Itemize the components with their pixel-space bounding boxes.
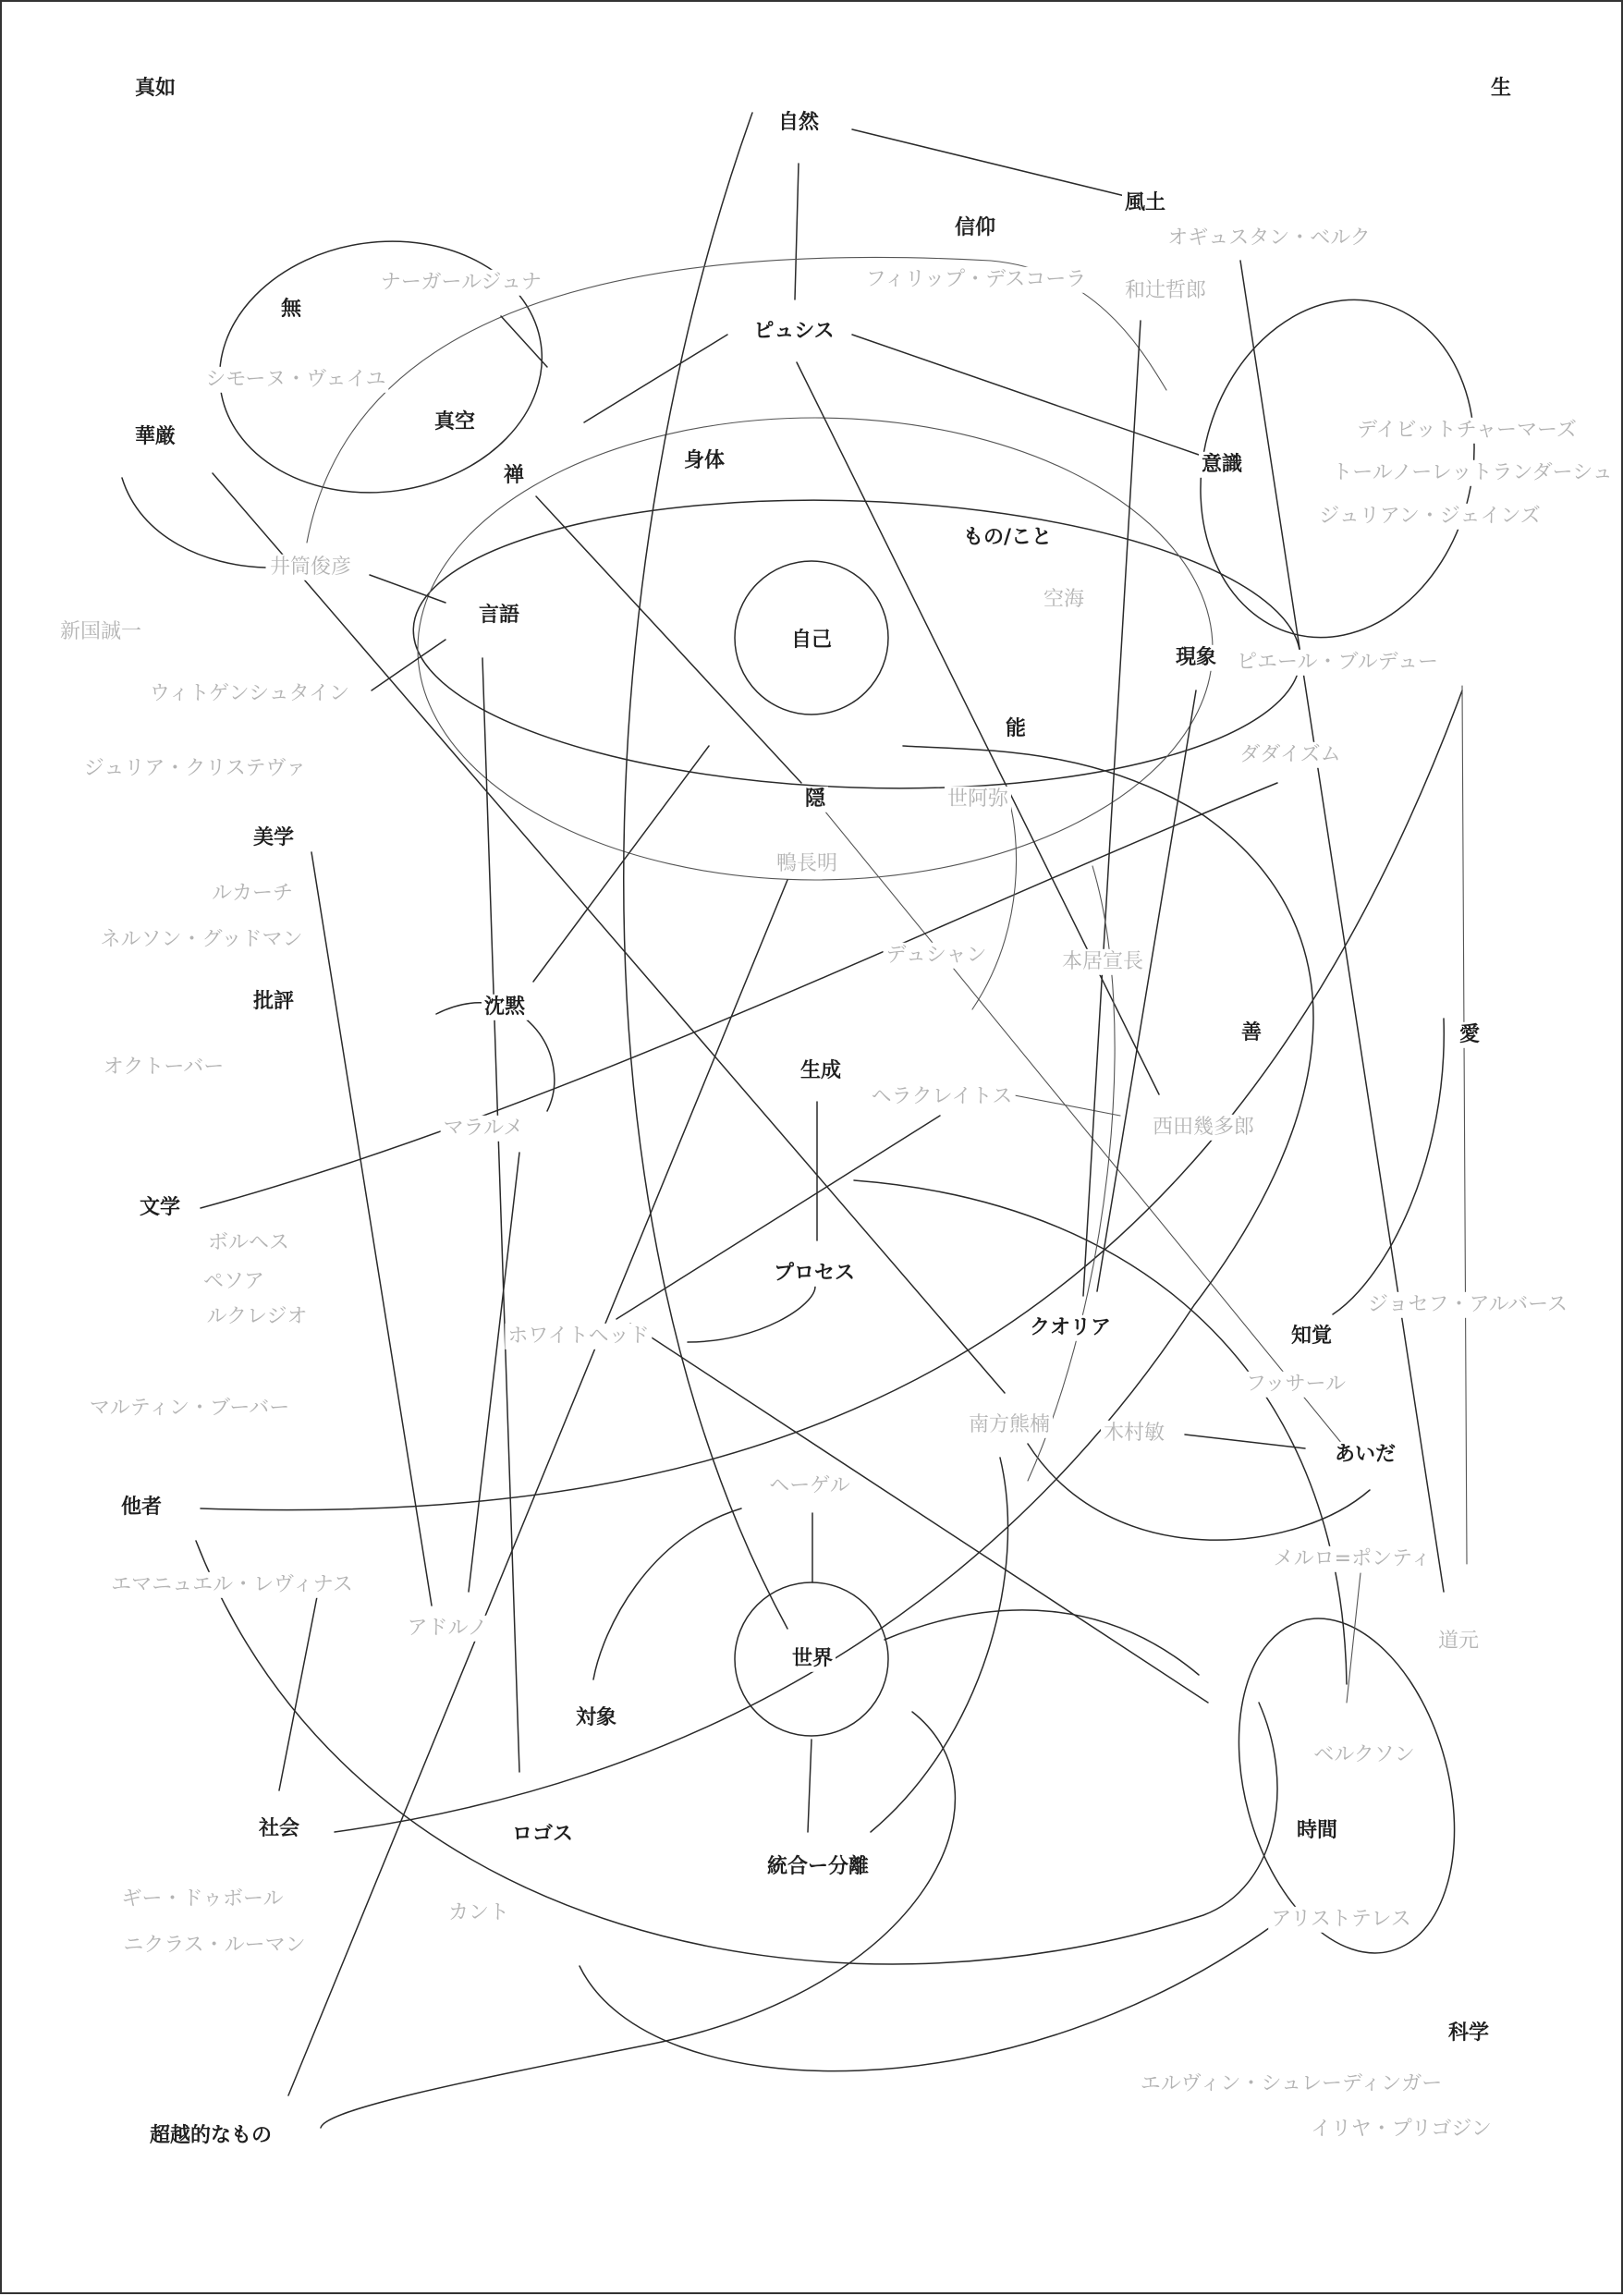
person-debord: ギー・ドゥボール [118,1887,286,1912]
curve-izutsu [122,478,265,568]
person-norretranders: トールノーレットランダーシュ [1329,460,1616,486]
person-prigogine: イリヤ・プリゴジン [1308,2117,1495,2143]
curve-hegel-taisho [593,1508,741,1679]
person-bergson: ベルクソン [1311,1742,1418,1768]
person-dada: ダダイズム [1237,742,1343,768]
concept-chikaku: 知覚 [1288,1324,1335,1350]
person-berque: オギュスタン・ベルク [1165,226,1373,251]
person-leclezio: ルクレジオ [203,1304,310,1330]
person-buber: マルティン・ブーバー [87,1396,292,1422]
line-wittgenstein-gengo [372,640,445,690]
ellipse-gengo-large [409,485,1305,802]
line-kimura-aida [1185,1435,1305,1448]
curve-noh [972,801,1017,1009]
line-izutsu-gengo [370,575,445,603]
concept-gensho: 現象 [1173,645,1219,671]
concept-bungaku: 文学 [137,1195,183,1221]
concept-mono-koto: もの/こと [960,525,1055,551]
line-kegon-kant [213,473,1005,1393]
person-dogen: 道元 [1435,1629,1482,1655]
person-heraclitus: ヘラクレイトス [869,1084,1016,1110]
person-mallarme: マラルメ [441,1116,527,1142]
line-watsuji-qualia [1083,321,1141,1296]
concept-ai: 愛 [1457,1022,1483,1048]
curve-whitehead-process [688,1287,815,1342]
person-albers: ジョセフ・アルバース [1365,1292,1570,1318]
person-hegel: ヘーゲル [766,1473,853,1499]
line-levinas-shakai [279,1578,321,1790]
concept-taisho: 対象 [573,1705,619,1731]
concept-aida: あいだ [1332,1442,1398,1468]
person-kristeva: ジュリア・クリステヴァ [81,756,309,782]
concept-sei: 生 [1488,76,1514,102]
concept-jikan: 時間 [1294,1818,1340,1844]
person-norinaga: 本居宣長 [1059,949,1146,975]
concept-logos: ロゴス [509,1822,576,1848]
concept-zen-good: 善 [1239,1020,1264,1046]
person-luhmann: ニクラス・ルーマン [120,1933,308,1959]
concept-chouetsu: 超越的なもの [147,2123,275,2149]
person-izutsu: 井筒俊彦 [267,555,354,580]
curve-kimura-aida [1028,1444,1370,1540]
line-heraclitus-nishida [1000,1093,1120,1116]
concept-in: 隠 [802,787,828,812]
line-chomei-chouetsu [288,880,787,2095]
concept-gengo: 言語 [476,603,522,629]
concept-kagaku: 科学 [1446,2021,1492,2046]
curve-minakata [871,1458,1008,1832]
person-adorno: アドルノ [404,1616,490,1642]
line-bigaku-adorno [311,852,432,1606]
line-bourdieu-ai [1462,686,1467,1564]
curve-sekai-chouetsu [321,1712,955,2128]
person-wittgenstein: ウィトゲンシュタイン [147,681,352,707]
person-watsuji: 和辻哲郎 [1122,278,1209,304]
line-physis-zen [584,335,727,422]
line-in-aida [824,811,1342,1444]
concept-seisei: 生成 [798,1058,844,1084]
concept-physis: ピュシス [750,319,836,345]
person-kukai: 空海 [1041,587,1087,613]
person-borges: ボルヘス [205,1230,292,1256]
concept-shinku: 真空 [432,409,478,435]
concept-shinnyo: 真如 [132,76,178,102]
concept-zen: 禅 [501,463,527,489]
person-kimura: 木村敏 [1101,1421,1167,1447]
line-physis-nishida [797,362,1159,1094]
curve-tasha-time [196,1541,1277,1964]
curve-kant-aristotle [580,1915,1287,2071]
person-husserl: フッサール [1243,1372,1348,1398]
concept-fudo: 風土 [1122,190,1168,216]
line-gengo-logos [482,658,519,1772]
person-lukacs: ルカーチ [209,881,296,907]
person-nishida: 西田幾多郎 [1150,1115,1257,1141]
concept-shintai: 身体 [681,448,727,474]
person-weil: シモーヌ・ヴェイユ [202,367,388,393]
person-merleau: メルロ=ポンティ [1271,1546,1434,1572]
line-heraclitus-whitehead [616,1116,940,1319]
line-merleau-bergson [1347,1573,1361,1703]
person-schrodinger: エルヴィン・シュレーディンガー [1138,2071,1445,2097]
person-duchamp: デュシャン [884,943,990,969]
person-aristotle: アリストテレス [1268,1907,1414,1933]
curve-bungaku-dada [201,783,1277,1208]
person-pessoa: ペソア [201,1269,267,1295]
concept-shinko: 信仰 [952,215,998,241]
curve-ai-chikaku [1333,1019,1444,1314]
line-shizen-fudo [852,129,1125,196]
person-chalmers: デイビットチャーマーズ [1354,418,1580,444]
person-zeami: 世阿弥 [945,787,1011,812]
concept-chinmoku: 沈黙 [482,995,528,1020]
line-gensho-qualia [1097,690,1196,1291]
person-minakata: 南方熊楠 [966,1412,1053,1438]
person-october: オクトーバー [101,1055,226,1081]
curve-izutsu-nagarjuna [307,257,1166,543]
concept-bigaku: 美学 [250,825,297,851]
concept-no: 能 [1003,716,1029,742]
concept-tasha: 他者 [118,1495,165,1520]
concept-shizen: 自然 [775,110,822,136]
line-sekai-togo [808,1740,812,1832]
person-goodman: ネルソン・グッドマン [98,927,306,953]
person-jaynes: ジュリアン・ジェインズ [1316,504,1544,530]
person-bourdieu: ピエール・ブルデュー [1234,650,1441,676]
line-shizen-physis [795,164,799,299]
concept-process: プロセス [771,1261,858,1287]
person-chomei: 鴨長明 [774,851,840,877]
line-chinmoku-in [533,746,709,982]
person-kant: カント [445,1900,512,1926]
concept-kegon: 華厳 [132,424,178,450]
concept-mu: 無 [278,297,304,323]
concept-ishiki: 意識 [1199,452,1245,478]
person-nagarjuna: ナーガールジュナ [378,270,544,296]
line-whitehead-sekai [630,1324,1208,1703]
concept-sekai: 世界 [789,1646,836,1672]
line-physis-ishiki [852,335,1199,455]
concept-shakai: 社会 [256,1816,302,1842]
person-shinkoku: 新国誠一 [57,619,144,645]
line-zen-in [536,496,801,783]
concept-togo-bunri: 統合ー分離 [764,1854,872,1880]
person-levinas: エマニュエル・レヴィナス [108,1572,356,1598]
person-descola: フィリップ・デスコーラ [863,267,1089,293]
concept-qualia: クオリア [1027,1315,1114,1341]
concept-jiko: 自己 [788,628,835,653]
concept-hihyo: 批評 [250,989,297,1015]
person-whitehead: ホワイトヘッド [505,1324,652,1350]
